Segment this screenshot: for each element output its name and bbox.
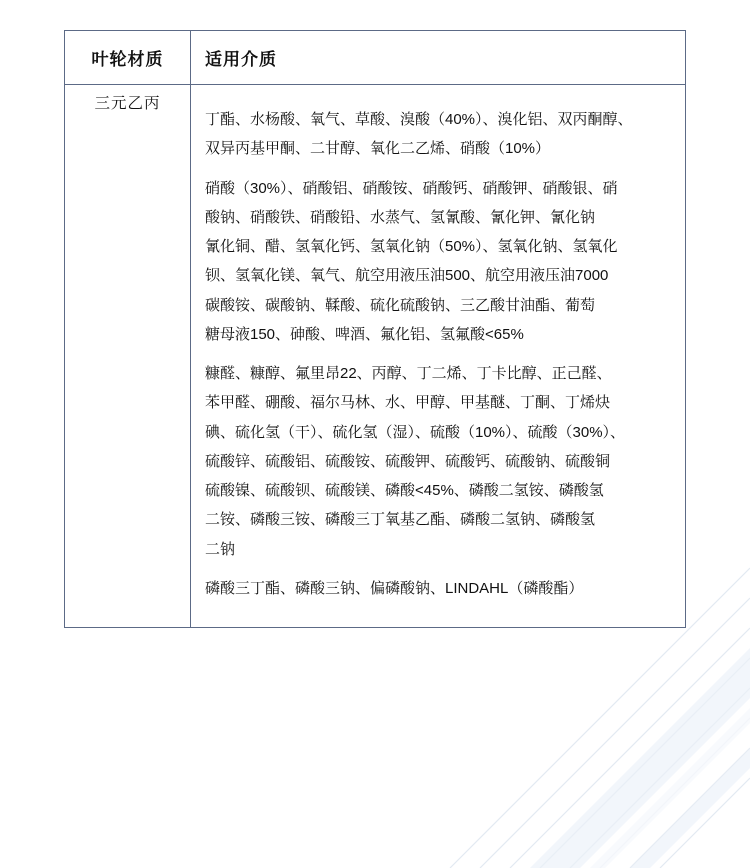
media-line: 氰化铜、醋、氢氧化钙、氢氧化钠（50%）、氢氧化钠、氢氧化 (205, 238, 618, 255)
media-line: 磷酸三丁酯、磷酸三钠、偏磷酸钠、LINDAHL（磷酸酯） (205, 579, 584, 597)
column-header-media: 适用介质 (191, 31, 686, 85)
media-line: 丁酯、水杨酸、氧气、草酸、溴酸（40%）、溴化铝、双丙酮醇、 (205, 111, 633, 128)
table-body (65, 85, 686, 628)
media-group (205, 174, 671, 350)
media-line: 硝酸（30%）、硝酸铝、硝酸铵、硝酸钙、硝酸钾、硝酸银、硝 (205, 179, 618, 197)
media-group (205, 574, 671, 603)
media-line: 硫酸锌、硫酸铝、硫酸铵、硫酸钾、硫酸钙、硫酸钠、硫酸铜 (205, 452, 611, 470)
media-line: 碳酸铵、碳酸钠、鞣酸、硫化硫酸钠、三乙酸甘油酯、葡萄 (205, 296, 596, 314)
cell-media-list (191, 85, 686, 628)
media-line: 酸钠、硝酸铁、硝酸铅、水蒸气、氢氰酸、氰化钾、氰化钠 (205, 208, 596, 226)
media-line: 二铵、磷酸三铵、磷酸三丁氧基乙酯、磷酸二氢钠、磷酸氢 (205, 511, 596, 529)
media-line: 苯甲醛、硼酸、福尔马林、水、甲醇、甲基醚、丁酮、丁烯炔 (205, 394, 611, 412)
media-group (205, 105, 671, 164)
media-compatibility-table (64, 30, 686, 628)
column-header-material: 叶轮材质 (65, 31, 191, 85)
media-group (205, 359, 671, 564)
media-line: 糖母液150、砷酸、啤酒、氟化铝、氢氟酸<65% (205, 325, 524, 343)
media-line: 糠醛、糠醇、氟里昂22、丙醇、丁二烯、丁卡比醇、正己醛、 (205, 365, 612, 382)
media-line: 双异丙基甲酮、二甘醇、氧化二乙烯、硝酸（10%） (205, 140, 551, 158)
media-line: 二钠 (205, 540, 236, 558)
media-line: 硫酸镍、硫酸钡、硫酸镁、磷酸<45%、磷酸二氢铵、磷酸氢 (205, 482, 604, 499)
table-header (65, 31, 686, 85)
media-line: 碘、硫化氢（干）、硫化氢（湿）、硫酸（10%）、硫酸（30%）、 (205, 423, 626, 441)
table-header-row (65, 31, 686, 85)
media-line: 钡、氢氧化镁、氧气、航空用液压油500、航空用液压油7000 (205, 267, 609, 285)
cell-material-name: 三元乙丙 (65, 85, 191, 628)
table-row (65, 85, 686, 628)
